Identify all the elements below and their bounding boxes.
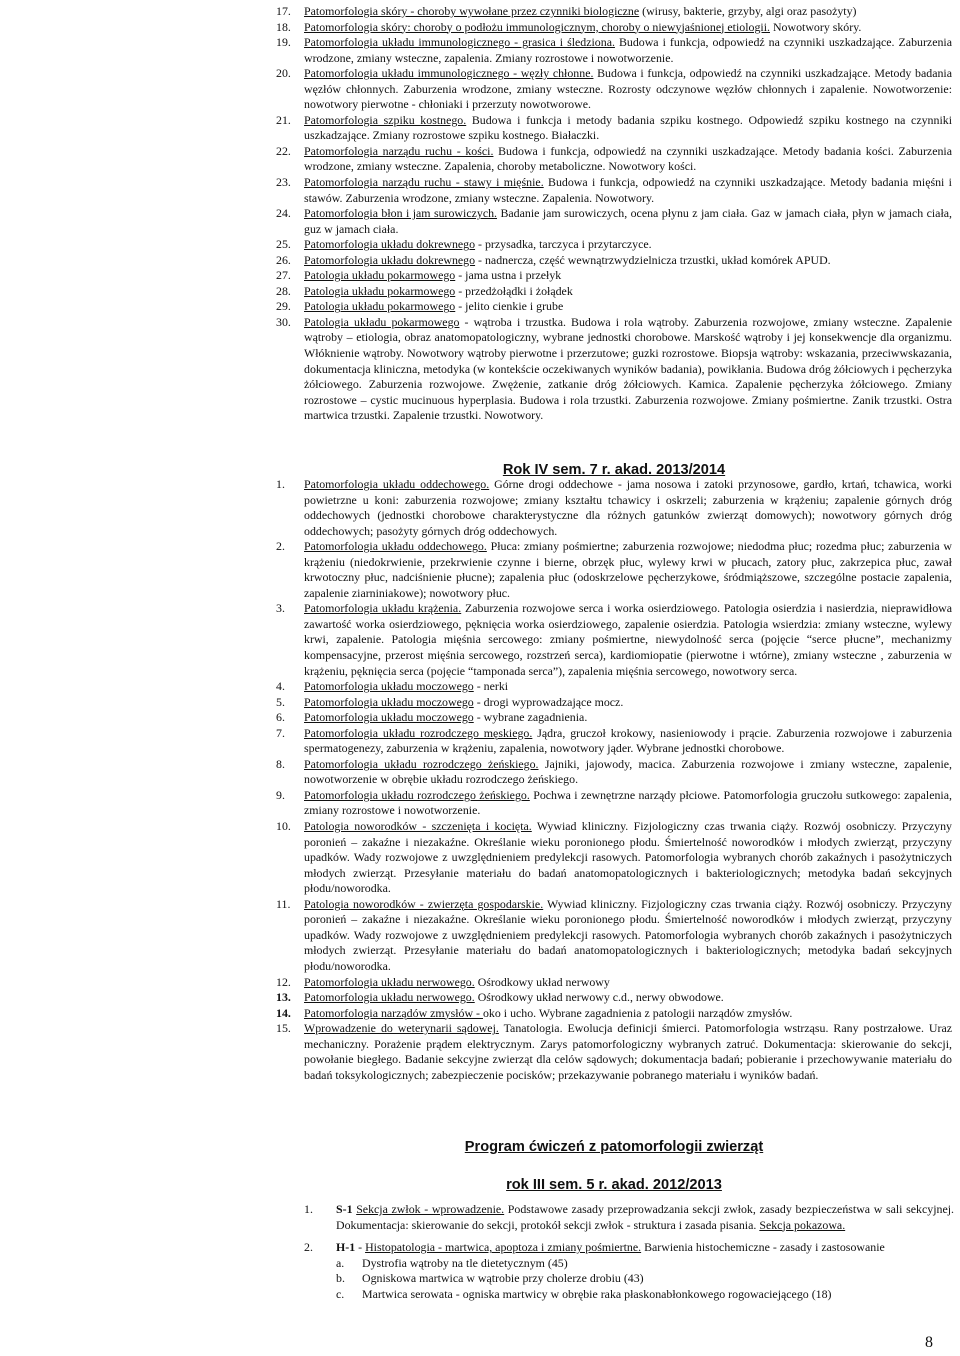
subitem-text: Dystrofia wątroby na tle dietetycznym (45) [362, 1255, 568, 1270]
item-description: Jądra, gruczoł krokowy, nasieniowody i prącie. Zaburzenia rozwojowe i zaburzenia spermatogenezy, zaburzenia w krążeniu, zapalenia, nowotwory jąder. Wybrane jednostki chorobowe. [304, 725, 952, 756]
item-description: - przysadka, tarczyca i przytarczyce. [475, 237, 652, 252]
item-title: Patomorfologia układu nerwowego. [304, 974, 475, 989]
subitem-text: Ogniskowa martwica w wątrobie przy cholerze drobiu (43) [362, 1271, 644, 1286]
item-title: Patologia układu pokarmowego [304, 299, 456, 314]
item-description: Budowa i funkcja i metody badania szpiku kostnego. Odpowiedź szpiku kostnego na czynniki uszkadzające. Zmiany rozrostowe szpiku kostnego. Białaczki. [304, 112, 953, 143]
item-description: - przedżołądki i żołądek [455, 283, 573, 298]
exercise-number: 1. [304, 1202, 313, 1216]
lecture-topic-item [276, 679, 952, 695]
item-number: 20. [276, 66, 291, 81]
lecture-topic-item [276, 206, 952, 237]
item-description: Ośrodkowy układ nerwowy c.d., nerwy obwodowe. [474, 990, 724, 1005]
exercise-subitem [304, 1256, 954, 1272]
item-number: 27. [276, 268, 291, 283]
item-description: - drogi wyprowadzające mocz. [473, 694, 624, 709]
exercise-extra: Sekcja pokazowa. [759, 1217, 846, 1232]
item-number: 2. [276, 539, 285, 554]
item-title: Patomorfologia układu immunologicznego - grasica i śledziona. [304, 35, 615, 50]
item-title: Patologia układu pokarmowego [304, 314, 460, 329]
item-title: Patomorfologia układu oddechowego. [304, 477, 490, 491]
lecture-topic-item [276, 1021, 952, 1083]
item-number: 12. [276, 974, 291, 989]
lecture-topic-item [276, 539, 952, 601]
exercise-separator: - [355, 1240, 366, 1255]
item-description: oko i ucho. Wybrane zagadnienia z patologii narządów zmysłów. [482, 1005, 793, 1020]
lecture-topic-item [276, 144, 952, 175]
subitem-letter: a. [336, 1255, 345, 1270]
lecture-topic-item [276, 35, 952, 66]
lecture-topic-item [276, 601, 952, 679]
item-number: 9. [276, 787, 285, 802]
item-number: 28. [276, 283, 291, 298]
lecture-topic-item [276, 237, 952, 253]
item-title: Patologia noworodków - szczenięta i kocięta. [304, 819, 532, 834]
item-description: Jajniki, jajowody, macica. Zaburzenia rozwojowe i zmiany wsteczne, zapalenie, nowotworzenie w obrębie układu rozrodczego żeńskiego. [304, 756, 952, 787]
item-title: Patomorfologia układu oddechowego. [304, 539, 487, 554]
lecture-topic-item [276, 897, 952, 975]
lecture-topic-item [276, 975, 952, 991]
lecture-topic-item [276, 477, 952, 539]
item-title: Patomorfologia skóry - choroby wywołane przez czynniki biologiczne [304, 4, 640, 18]
item-description: (wirusy, bakterie, grzyby, algi oraz pasożyty) [639, 4, 857, 18]
section-heading-year4-text: Rok IV sem. 7 r. akad. 2013/2014 [502, 462, 726, 478]
item-title: Patomorfologia układu immunologicznego - węzły chłonne. [304, 66, 594, 81]
item-number: 6. [276, 710, 285, 725]
section-heading-year4 [276, 462, 952, 478]
item-number: 1. [276, 477, 285, 491]
item-title: Patomorfologia układu dokrewnego [304, 237, 476, 252]
topic-list-year3-continued [276, 4, 952, 424]
item-number: 13. [276, 990, 291, 1005]
exercise-title: Sekcja zwłok - wprowadzenie. [356, 1202, 505, 1216]
lecture-topic-item [276, 726, 952, 757]
lecture-topic-item [276, 757, 952, 788]
lecture-topic-item [276, 253, 952, 269]
item-number: 26. [276, 252, 291, 267]
item-description: - nerki [473, 679, 509, 694]
exercise-title: Histopatologia - martwica, apoptoza i zmiany pośmiertne. [365, 1240, 642, 1255]
lecture-topic-item [276, 1006, 952, 1022]
item-description: Tanatologia. Ewolucja definicji śmierci. Patomorfologia wstrząsu. Rany postrzałowe. Uraz mechaniczny. Porażenie prądem elektrycznym. Zarys patomorfologiczny wybranych zatruć. Dokumentacja: skierowanie do sekcji, powołanie biegłego. Badanie sekcyjne zwierząt dla celów sądowych; dokumentacja badań; pobieranie i przechowywanie materiału do badań toksykologicznych; zabezpieczenie pocisków; przekazywanie pobranego materiału i wyników badań. [304, 1021, 952, 1082]
exercise-number: 2. [304, 1240, 313, 1255]
exercise-code: H-1 [336, 1240, 356, 1255]
item-description: Budowa i funkcja, odpowiedź na czynniki uszkadzające. Zaburzenia wrodzone, zmiany wsteczne, zapalenia. Zmiany rozrostowe i nowotworzenie. [304, 35, 952, 65]
item-title: Patomorfologia skóry: choroby o podłożu immunologicznym, choroby o niewyjaśnionej etiologii. [304, 19, 770, 34]
lecture-topic-item [276, 315, 952, 424]
item-description: Zaburzenia rozwojowe serca i worka osierdziowego. Patologia osierdzia i nasierdzia, nieprawidłowa zawartość worka osierdziowego, pęknięcia worka osierdziowego, zapalenie osierdzia. Patologia wsierdzia: zmiany wsteczne, wylewy krwi, zapalenie. Patologia mięśnia sercowego: zmiany pośmiertne, niewydolność serca (pojęcie “serce płucne”, mechanizmy kompensacyjne, przerost mięśnia sercowego, rozstrzeń serca), kardiomiopatie (pierwotne i wtórne), zmiany wsteczne , zaburzenia w krążeniu, pęknięcia serca (pojęcie “tamponada serca”), zapalenia mięśnia sercowego, nowotwory serca. [304, 601, 952, 678]
lecture-topic-item [276, 4, 952, 20]
lecture-topic-item [276, 66, 952, 113]
item-description: - jelito cienkie i grube [455, 299, 564, 314]
subitem-letter: b. [336, 1271, 345, 1286]
item-description: Płuca: zmiany pośmiertne; zaburzenia rozwojowe; niedodma płuc; rozedma płuc; zaburzenia w krążeniu (niedokrwienie, przekrwienie czynne i bierne, obrzęk płuc, wylewy krwi w płucach, zatory płuc, zakrzepica płuc, zawał krwotoczny płuc, nadciśnienie płucne); zapalenia płuc (odoskrzelowe pęcherzykowe, śródmiąższowe, szczególne postacie zapalenia, zapalenie ziarniniakowe); nowotwory płuc. [304, 539, 952, 600]
lecture-topic-item [276, 990, 952, 1006]
item-title: Patomorfologia błon i jam surowiczych. [304, 206, 498, 221]
section-heading-year3-sem5-text: rok III sem. 5 r. akad. 2012/2013 [506, 1177, 722, 1193]
item-description: Budowa i funkcja, odpowiedź na czynniki uszkadzające. Metody badania mięśni i stawów. Zaburzenia wrodzone, zmiany wsteczne. Zapalenia. Nowotwory. [304, 175, 952, 205]
lecture-topic-item [276, 113, 952, 144]
item-description: Badanie jam surowiczych, ocena płynu z jam ciała. Gaz w jamach ciała, płyn w jamach ciała, guz w jamach ciała. [304, 206, 953, 236]
item-title: Patologia układu pokarmowego [304, 283, 456, 298]
item-number: 21. [276, 112, 291, 127]
subitem-text: Martwica serowata - ogniska martwicy w obrębie raka płaskonabłonkowego rogowaciejącego (18) [362, 1286, 832, 1301]
item-description: - nadnercza, część wewnątrzwydzielnicza trzustki, układ komórek APUD. [475, 252, 831, 267]
lecture-topic-item [276, 20, 952, 36]
item-title: Patomorfologia narządu ruchu - kości. [304, 143, 494, 158]
item-title: Patomorfologia układu moczowego [304, 694, 474, 709]
item-number: 7. [276, 725, 285, 740]
page-number: 8 [925, 1334, 933, 1351]
item-number: 17. [276, 4, 291, 18]
item-title: Patomorfologia szpiku kostnego. [304, 112, 467, 127]
item-number: 15. [276, 1021, 291, 1036]
item-title: Patomorfologia układu dokrewnego [304, 252, 476, 267]
lecture-topic-item [276, 284, 952, 300]
lecture-topic-item [276, 695, 952, 711]
item-number: 22. [276, 143, 291, 158]
item-title: Patologia układu pokarmowego [304, 268, 456, 283]
exercise-item [304, 1202, 954, 1233]
item-description: Budowa i funkcja, odpowiedź na czynniki uszkadzające. Metody badania kości. Zaburzenia wrodzone, zmiany wsteczne. Zapalenia, choroby metaboliczne. Nowotwory kości. [304, 143, 952, 174]
exercise-description: Barwienia histochemiczne - zasady i zastosowanie [641, 1240, 885, 1255]
exercise-item [304, 1240, 954, 1256]
item-description: - wątroba i trzustka. Budowa i rola wątroby. Zaburzenia rozwojowe, zmiany wsteczne. Zapalenie wątroby – etiologia, obraz anatomopatologiczny, wybrane jednostki chorobowe. Marskość wątroby i jej konsekwencje dla organizmu. Włóknienie wątroby. Nowotwory wątroby pierwotne i przerzutowe; guzki rozrostowe. Biopsja wątroby: wskazania, przeciwwskazania, dokumentacja kliniczna, metodyka (w kontekście oczekiwanych wyników badania), powikłania. Budowa dróg żółciowych i pęcherzyka żółciowego. Zaburzenia rozwojowe. Zwężenie, zatkanie dróg żółciowych. Kamica. Zapalenie pęcherzyka żółciowego. Zmiany rozrostowe – cystic mucinuous hyperplasia. Budowa i rola trzustki. Zaburzenia rozwojowe. Zmiany pośmiertne. Zanik trzustki. Ostra martwica trzustki. Zapalenie trzustki. Nowotwory. [304, 314, 952, 423]
item-number: 23. [276, 175, 291, 190]
item-description: Wywiad kliniczny. Fizjologiczny czas trwania ciąży. Rozwój osobniczy. Przyczyny poronień – zakaźne i niezakaźne. Określanie wieku poronionego płodu. Śmiertelność noworodków i młodych zwierząt, przyczyny upadków. Wady rozwojowe z uwzględnieniem predylekcji rasowych. Patomorfologia wybranych chorób zakaźnych i pasożytniczych młodych zwierząt. Przesyłanie materiału do badań anatomopatologicznych i bakteriologicznych; metodyka badań sekcyjnych płodu/noworodka. [304, 896, 952, 973]
item-description: Nowotwory skóry. [769, 19, 862, 34]
item-number: 18. [276, 19, 291, 34]
lecture-topic-item [276, 175, 952, 206]
item-number: 19. [276, 35, 291, 50]
item-title: Patomorfologia narządu ruchu - stawy i mięśnie. [304, 175, 544, 190]
exercise-program-list [304, 1202, 954, 1302]
exercise-subitem [304, 1271, 954, 1287]
item-description: - jama ustna i przełyk [455, 268, 562, 283]
item-title: Patomorfologia układu rozrodczego męskiego. [304, 725, 533, 740]
item-number: 5. [276, 694, 285, 709]
item-title: Patomorfologia układu rozrodczego żeńskiego. [304, 787, 530, 802]
item-title: Patomorfologia układu rozrodczego żeńskiego. [304, 756, 539, 771]
item-description: Górne drogi oddechowe - jama nosowa i zatoki przynosowe, gardło, krtań, tchawica, worki powietrzne u koni: zaburzenia rozwojowe; zmiany kształtu tchawicy i oskrzeli; zaburzenia w krążeniu; zapalenie górnych dróg oddechowych (jednostki chorobowe charakterystyczne dla różnych gatunków zwierząt domowych); nowotwory górnych dróg oddechowych; pasożyty górnych dróg oddechowych. [304, 477, 952, 538]
item-title: Wprowadzenie do weterynarii sądowej. [304, 1021, 499, 1036]
subitem-letter: c. [336, 1286, 345, 1301]
item-number: 11. [276, 896, 291, 911]
section-heading-exercises-text: Program ćwiczeń z patomorfologii zwierząt [464, 1139, 764, 1155]
lecture-topic-item [276, 788, 952, 819]
item-number: 10. [276, 819, 291, 834]
item-description: Wywiad kliniczny. Fizjologiczny czas trwania ciąży. Rozwój osobniczy. Przyczyny poronień – zakaźne i niezakaźne. Określanie wieku poronionego płodu. Śmiertelność noworodków i młodych zwierząt, przyczyny upadków. Wady rozwojowe z uwzględnieniem predylekcji rasowych. Patomorfologia wybranych chorób zakaźnych i pasożytniczych młodych zwierząt. Przesyłanie materiału do badań anatomopatologicznych i bakteriologicznych; metodyka badań sekcyjnych płodu/noworodka. [304, 819, 952, 896]
item-title: Patomorfologia układu moczowego [304, 679, 474, 694]
section-heading-year3-sem5 [276, 1177, 952, 1193]
exercise-subitem [304, 1287, 954, 1303]
item-title: Patomorfologia układu krążenia. [304, 601, 462, 616]
item-number: 24. [276, 206, 291, 221]
lecture-topic-item [276, 710, 952, 726]
item-description: - wybrane zagadnienia. [473, 710, 588, 725]
item-number: 30. [276, 314, 291, 329]
item-title: Patomorfologia układu moczowego [304, 710, 474, 725]
section-heading-exercises [276, 1139, 952, 1155]
topic-list-year4 [276, 477, 952, 1083]
item-description: Ośrodkowy układ nerwowy [474, 974, 610, 989]
exercise-code: S-1 [336, 1202, 353, 1216]
item-description: Budowa i funkcja, odpowiedź na czynniki uszkadzające. Metody badania węzłów chłonnych. Zaburzenia wrodzone, zmiany wsteczne. Rozrosty odczynowe węzłów chłonnych i zapalenie. Nowotworzenie: nowotwory pierwotne - chłoniaki i przerzuty nowotworowe. [304, 66, 953, 112]
item-title: Patomorfologia układu nerwowego. [304, 990, 475, 1005]
lecture-topic-item [276, 819, 952, 897]
item-title: Patomorfologia narządów zmysłów - [304, 1005, 483, 1020]
item-number: 14. [276, 1005, 291, 1020]
lecture-topic-item [276, 268, 952, 284]
item-number: 29. [276, 299, 291, 314]
item-number: 8. [276, 756, 285, 771]
item-title: Patologia noworodków - zwierzęta gospodarskie. [304, 896, 544, 911]
lecture-topic-item [276, 299, 952, 315]
exercise-description: Podstawowe zasady przeprowadzania sekcji zwłok, zasady bezpieczeństwa w sali sekcyjnej. Dokumentacja: skierowanie do sekcji, protokół sekcji zwłok - struktura i zasada pisania. [336, 1202, 954, 1232]
item-number: 25. [276, 237, 291, 252]
item-number: 3. [276, 601, 285, 616]
item-number: 4. [276, 679, 285, 694]
item-description: Pochwa i zewnętrzne narządy płciowe. Patomorfologia gruczołu sutkowego: zapalenia, zmiany rozrostowe i nowotworzenie. [304, 787, 952, 818]
